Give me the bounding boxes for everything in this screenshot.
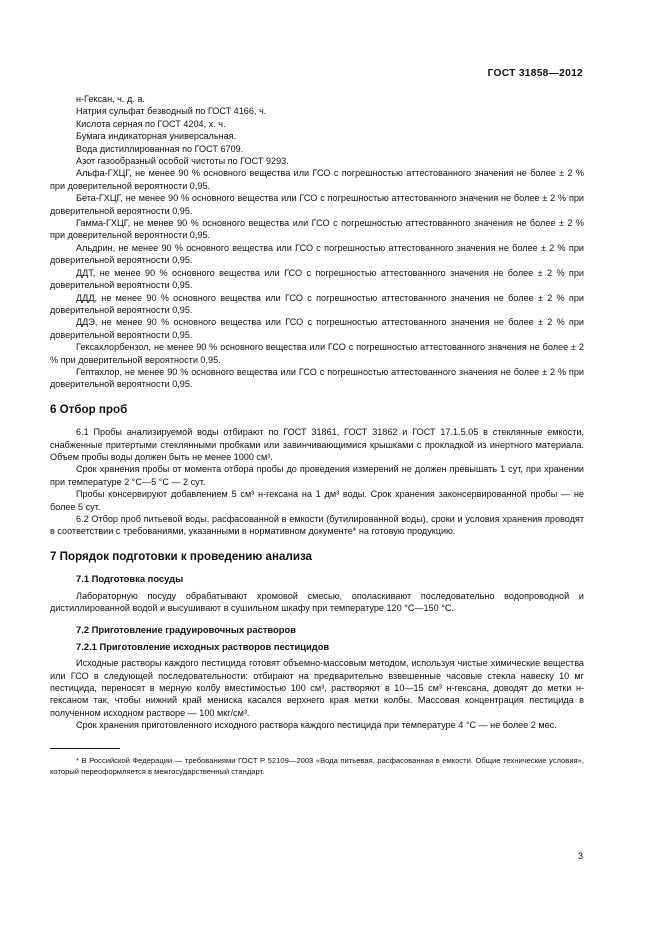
standard-item: ДДЭ, не менее 90 % основного вещества или ГСО с погрешностью аттестованного значения не более ± 2 % при доверительной вероятности 0,95. bbox=[50, 317, 584, 340]
standard-item: Гамма-ГХЦГ, не менее 90 % основного вещества или ГСО с погрешностью аттестованного значения не более ± 2 % при доверительной вероятности 0,95. bbox=[50, 218, 584, 241]
paragraph: Лабораторную посуду обрабатывают хромовой смесью, ополаскивают последовательно водопроводной и дистиллированной водой и высушивают в сушильном шкафу при температуре 120 °С—150 °С. bbox=[50, 590, 584, 614]
page-number: 3 bbox=[577, 851, 583, 861]
standard-item: Гептахлор, не менее 90 % основного вещества или ГСО с погрешностью аттестованного значения не более ± 2 % при доверительной вероятности 0,95. bbox=[50, 366, 584, 390]
reagent-item: Вода дистиллированная по ГОСТ 6709. bbox=[76, 143, 244, 154]
document-body bbox=[50, 93, 584, 777]
standard-item: ДДТ, не менее 90 % основного вещества или ГСО с погрешностью аттестованного значения не более ± 2 % при доверительной вероятности 0,95. bbox=[50, 267, 584, 291]
section-6-heading: 6 Отбор проб bbox=[50, 402, 128, 416]
section-7-heading: 7 Порядок подготовки к проведению анализа bbox=[50, 549, 313, 563]
subsection-7-2-1-heading: 7.2.1 Приготовление исходных растворов пестицидов bbox=[76, 640, 330, 652]
reagent-item: Натрия сульфат безводный по ГОСТ 4166, ч. bbox=[76, 106, 267, 117]
footnote: * В Российской Федерации — требованиями ГОСТ Р 52109—2003 «Вода питьевая, расфасованная в емкости. Общие технические условия», который переоформляется в межгосударственный стандарт. bbox=[50, 755, 584, 776]
footnote-divider bbox=[50, 748, 120, 749]
standard-item: Бета-ГХЦГ, не менее 90 % основного вещества или ГСО с погрешностью аттестованного значения не более ± 2 % при доверительной вероятности 0,95. bbox=[50, 193, 584, 216]
standard-item: Альфа-ГХЦГ, не менее 90 % основного вещества или ГСО с погрешностью аттестованного значения не более ± 2 % при доверительной вероятности 0,95. bbox=[50, 168, 584, 191]
reagent-item: н-Гексан, ч. д. а. bbox=[76, 94, 145, 104]
reagent-item: Азот газообразный особой чистоты по ГОСТ 9293. bbox=[76, 156, 289, 167]
subsection-7-2-heading: 7.2 Приготовление градуировочных растворов bbox=[76, 624, 296, 636]
standard-item: Альдрин, не менее 90 % основного вещества или ГСО с погрешностью аттестованного значения не более ± 2 % при доверительной вероятности 0,95. bbox=[50, 242, 584, 266]
paragraph: Исходные растворы каждого пестицида готовят объемно-массовым методом, используя чистые химические вещества или ГСО в следующей последовательности: отбирают на предварительно взвешенные часовые стекла навеску 10 мг пестицида, переносят в мерную колбу вместимостью 100 см³, растворяют в 10—15 см³ н-гексана, доводят до метки н-гексаном так, чтобы нижний край мениска касался верхнего края метки колбы. Массовая концентрация пестицида в полученном исходном растворе — 100 мкг/см³. bbox=[50, 658, 584, 718]
subsection-7-1-heading: 7.1 Подготовка посуды bbox=[76, 573, 184, 585]
paragraph: Пробы консервируют добавлением 5 см³ н-гексана на 1 дм³ воды. Срок хранения законсервированной пробы — не более 5 сут. bbox=[50, 489, 584, 512]
paragraph: 6.2 Отбор проб питьевой воды, расфасованной в емкости (бутилированной воды), сроки и условия хранения проводят в соответствии с требованиями, указанными в нормативном документе* на готовую продукцию. bbox=[50, 514, 584, 537]
paragraph: 6.1 Пробы анализируемой воды отбирают по ГОСТ 31861, ГОСТ 31862 и ГОСТ 17.1.5.05 в стеклянные емкости, снабженные притертыми стеклянными пробками или завинчивающимися крышками с прокладкой из инертного материала. Объем пробы воды должен быть не менее 1000 см³. bbox=[50, 427, 584, 462]
document-header: ГОСТ 31858—2012 bbox=[487, 68, 583, 79]
standard-item: ДДД, не менее 90 % основного вещества или ГСО с погрешностью аттестованного значения не более ± 2 % при доверительной вероятности 0,95. bbox=[50, 292, 584, 315]
reagent-item: Бумага индикаторная универсальная. bbox=[76, 131, 237, 142]
reagent-item: Кислота серная по ГОСТ 4204, х. ч. bbox=[76, 118, 226, 129]
paragraph: Срок хранения приготовленного исходного раствора каждого пестицида при температуре 4 °С — не более 2 мес. bbox=[76, 720, 557, 731]
standard-item: Гексахлорбензол, не менее 90 % основного вещества или ГСО с погрешностью аттестованного значения не более ± 2 % при доверительной вероятности 0,95. bbox=[50, 342, 584, 365]
paragraph: Срок хранения пробы от момента отбора пробы до проведения измерений не должен превышать 1 сут, при хранении при температуре 2 °С—5 °С — 2 сут. bbox=[50, 464, 584, 487]
